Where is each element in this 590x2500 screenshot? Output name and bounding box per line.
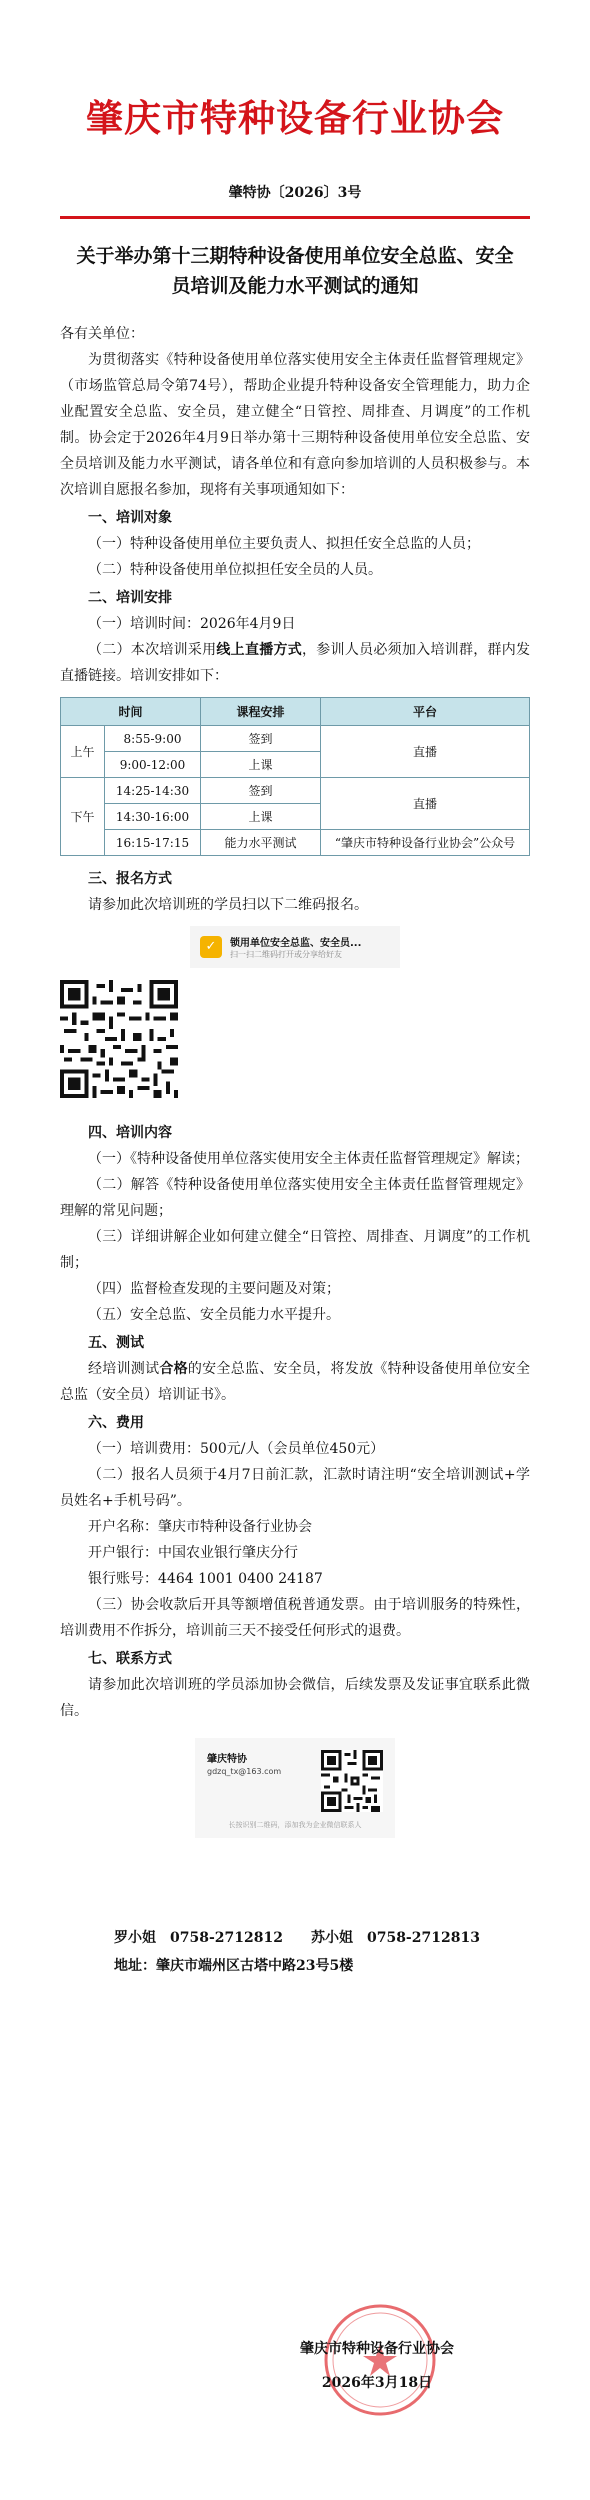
wechat-qr-code[interactable]: [321, 1750, 383, 1812]
list-item: （三）详细讲解企业如何建立健全“日管控、周排查、月调度”的工作机制；: [60, 1229, 530, 1271]
section-heading-7: 七、联系方式: [88, 1651, 172, 1667]
list-item: （二）解答《特种设备使用单位落实使用安全主体责任监督管理规定》理解的常见问题；: [60, 1177, 530, 1219]
contact-card-email: gdzq_tx@163.com: [207, 1767, 282, 1776]
fee-amount: （一）培训费用：500元/人（会员单位450元）: [88, 1441, 385, 1457]
time-cell: 14:30-16:00: [105, 804, 201, 830]
signature-date: 2026年3月18日: [321, 2375, 433, 2391]
list-item: （四）监督检查发现的主要问题及对策；: [88, 1281, 340, 1297]
account-name: 开户名称：肇庆市特种设备行业协会: [88, 1519, 312, 1535]
platform-cell: 直播: [321, 726, 530, 778]
course-cell: 能力水平测试: [201, 830, 321, 856]
footer-contacts: [60, 1924, 530, 1980]
col-header-course: 课程安排: [201, 698, 321, 726]
list-item: （二）特种设备使用单位拟担任安全员的人员。: [88, 562, 382, 578]
col-header-time: 时间: [61, 698, 201, 726]
contact-card-hint: 长按识别二维码，添加我为企业微信联系人: [228, 1821, 362, 1829]
footer-address: 地址：肇庆市端州区古塔中路23号5楼: [114, 1958, 354, 1974]
schedule-table: [60, 697, 530, 856]
period-am: 上午: [61, 726, 105, 778]
table-row: [61, 778, 530, 804]
bank-name: 开户银行：中国农业银行肇庆分行: [88, 1545, 298, 1561]
registration-text: 请参加此次培训班的学员扫以下二维码报名。: [88, 897, 368, 913]
training-date: （一）培训时间：2026年4月9日: [88, 616, 296, 632]
doc-title: 关于举办第十三期特种设备使用单位安全总监、安全员培训及能力水平测试的通知: [76, 245, 514, 297]
time-cell: 14:25-14:30: [105, 778, 201, 804]
qr-banner-subtitle: 扫一扫二维码打开或分享给好友: [230, 950, 342, 959]
addressee: 各有关单位：: [60, 326, 144, 342]
contact-card-name: 肇庆特协: [207, 1754, 247, 1765]
method-post: ，参训人员必须加入培训群，群内发直播链接。培训安排如下：: [60, 642, 531, 684]
form-app-icon: ✓: [200, 936, 222, 958]
time-cell: 16:15-17:15: [105, 830, 201, 856]
list-item: （一）特种设备使用单位主要负责人、拟担任安全总监的人员；: [88, 536, 480, 552]
wechat-contact-card[interactable]: [195, 1738, 395, 1838]
table-row: [61, 830, 530, 856]
platform-cell: 直播: [321, 778, 530, 830]
registration-qr-code[interactable]: [60, 980, 178, 1098]
registration-qr-banner[interactable]: [190, 926, 400, 968]
org-header: 肇庆市特种设备行业协会: [86, 97, 504, 140]
account-number: 银行账号：4464 1001 0400 24187: [88, 1571, 323, 1587]
contact-luo: 罗小姐 0758-2712812: [114, 1930, 283, 1946]
col-header-platform: 平台: [321, 698, 530, 726]
method-pre: （二）本次培训采用: [88, 642, 217, 658]
red-divider: [60, 216, 530, 219]
contact-su: 苏小姐 0758-2712813: [310, 1930, 480, 1946]
training-method: [60, 637, 530, 689]
invoice-refund: （三）协会收款后开具等额增值税普通发票。由于培训服务的特殊性，培训费用不作拆分，培训前三天不接受任何形式的退费。: [60, 1597, 530, 1639]
qr-banner-title: 锁用单位安全总监、安全员...: [230, 938, 362, 949]
list-item: （五）安全总监、安全员能力水平提升。: [88, 1307, 340, 1323]
signature-org: 肇庆市特种设备行业协会: [300, 2341, 454, 2357]
course-cell: 签到: [201, 726, 321, 752]
course-cell: 上课: [201, 804, 321, 830]
test-paragraph: [60, 1356, 530, 1408]
time-cell: 8:55-9:00: [105, 726, 201, 752]
period-pm: 下午: [61, 778, 105, 856]
platform-cell: “肇庆市特种设备行业协会”公众号: [321, 830, 530, 856]
signature-block: [300, 2332, 454, 2400]
list-item: （一）《特种设备使用单位落实使用安全主体责任监督管理规定》解读；: [88, 1151, 529, 1167]
fee-remit: （二）报名人员须于4月7日前汇款，汇款时请注明“安全培训测试+学员姓名+手机号码”。: [60, 1467, 530, 1509]
contact-text: 请参加此次培训班的学员添加协会微信，后续发票及发证事宜联系此微信。: [60, 1677, 530, 1719]
test-post: 的安全总监、安全员，将发放《特种设备使用单位安全总监（安全员）培训证书》。: [60, 1361, 531, 1403]
method-bold: 线上直播方式: [216, 642, 303, 658]
doc-number: 肇特协〔2026〕3号: [228, 185, 362, 201]
section-heading-4: 四、培训内容: [88, 1125, 172, 1141]
table-row: [61, 726, 530, 752]
section-heading-3: 三、报名方式: [88, 871, 172, 887]
section-heading-2: 二、培训安排: [88, 590, 172, 606]
test-bold: 合格: [159, 1361, 188, 1377]
intro-paragraph: 为贯彻落实《特种设备使用单位落实使用安全主体责任监督管理规定》（市场监管总局令第74号），帮助企业提升特种设备安全管理能力，助力企业配置安全总监、安全员，建立健全“日管控、周排查、月调度”的工作机制。协会定于2026年4月9日举办第十三期特种设备使用单位安全总监、安全员培训及能力水平测试，请各单位和有意向参加培训的人员积极参与。本次培训自愿报名参加，现将有关事项通知如下：: [60, 352, 530, 498]
course-cell: 上课: [201, 752, 321, 778]
time-cell: 9:00-12:00: [105, 752, 201, 778]
test-pre: 经培训测试: [88, 1361, 160, 1377]
section-heading-1: 一、培训对象: [88, 510, 172, 526]
course-cell: 签到: [201, 778, 321, 804]
section-heading-6: 六、费用: [88, 1415, 144, 1431]
section-heading-5: 五、测试: [88, 1335, 144, 1351]
